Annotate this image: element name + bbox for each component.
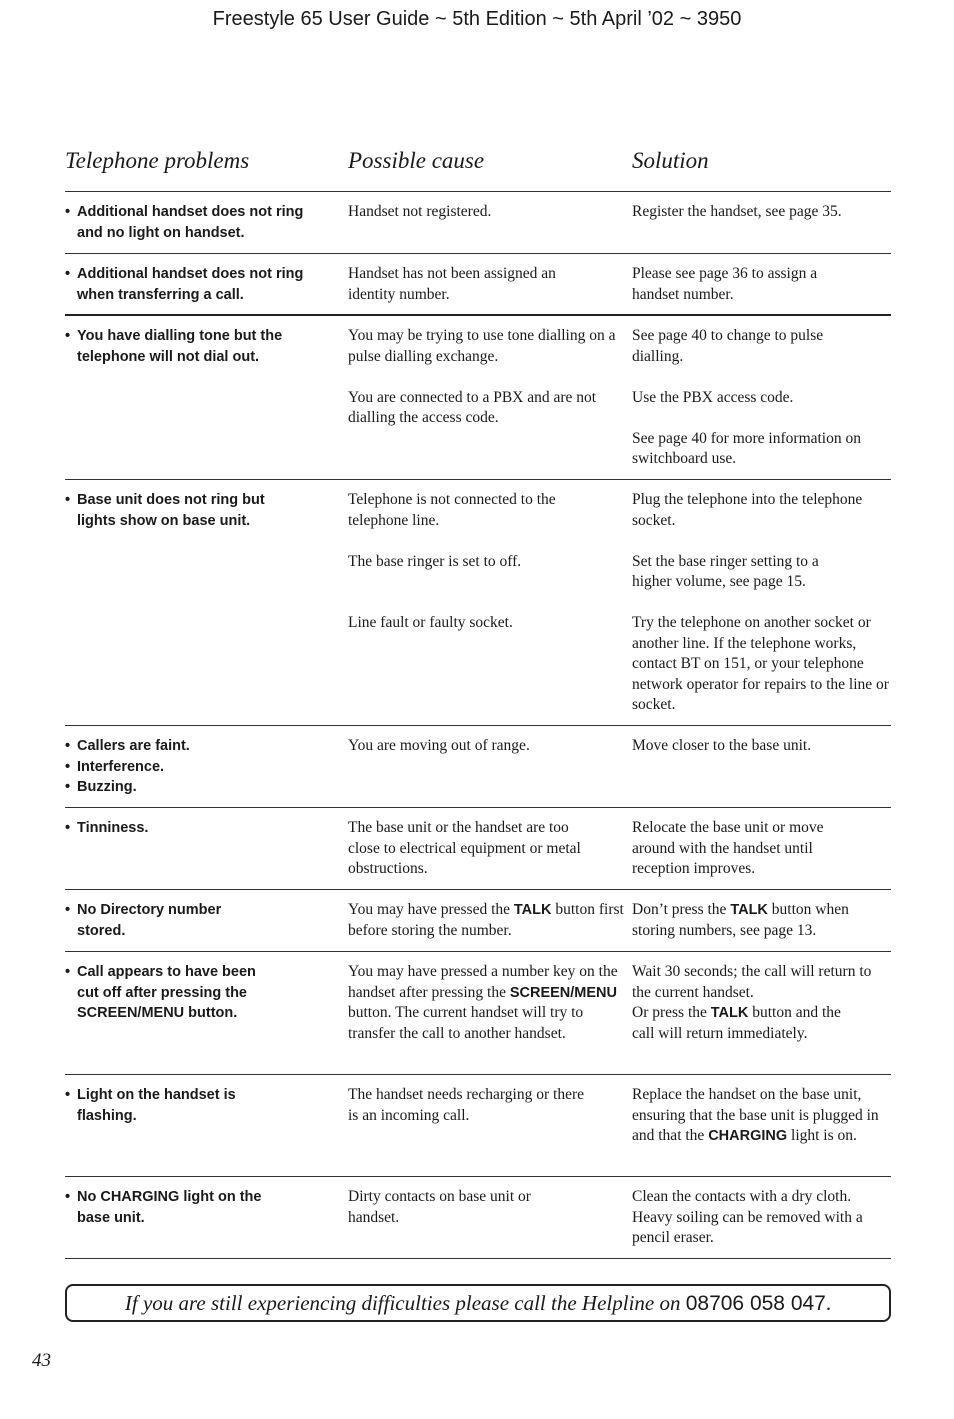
helpline-text: If you are still experiencing difficulties please call the Helpline on xyxy=(124,1291,681,1315)
table-header-row xyxy=(65,144,891,192)
solution-text-part: button when storing numbers, see page 13. xyxy=(632,901,849,939)
table-row xyxy=(65,952,891,1075)
cause-text-part: You may have pressed the xyxy=(348,901,514,918)
problem-cell xyxy=(65,202,348,243)
problem-cell xyxy=(65,962,348,1064)
problem-item: • Call appears to have been cut off after pressing the SCREEN/MENU button. xyxy=(65,962,277,1024)
problem-item: • Tinniness. xyxy=(65,818,348,839)
column-header-cause: Possible cause xyxy=(348,148,485,173)
problem-item: • Additional handset does not ring and no light on handset. xyxy=(65,202,322,243)
solution-text: Relocate the base unit or move around with the handset until reception improves. xyxy=(632,819,824,877)
solution-text: Clean the contacts with a dry cloth. Heavy soiling can be removed with a pencil eraser. xyxy=(632,1188,863,1246)
problem-item: • Buzzing. xyxy=(65,777,348,798)
solution-text-part: light is on. xyxy=(787,1127,857,1144)
cause-text xyxy=(348,900,632,941)
helpline-box xyxy=(65,1284,891,1322)
cause-text: You may be trying to use tone dialling on a pulse dialling exchange. xyxy=(348,327,616,365)
solution-text xyxy=(632,900,891,941)
problem-item: • Callers are faint. xyxy=(65,736,348,757)
cause-cell xyxy=(348,900,632,941)
solution-text-part: Don’t press the xyxy=(632,901,731,918)
problem-item: • You have dialling tone but the telephone will not dial out. xyxy=(65,326,317,367)
table-row xyxy=(65,890,891,952)
cause-text xyxy=(348,962,632,1044)
talk-button-label: TALK xyxy=(513,902,552,918)
cause-cell xyxy=(348,490,632,715)
cause-text: You are moving out of range. xyxy=(348,737,530,754)
talk-button-label: TALK xyxy=(730,902,768,918)
solution-text: See page 40 for more information on switchboard use. xyxy=(632,429,861,467)
cause-cell xyxy=(348,962,632,1064)
table-row xyxy=(65,808,891,890)
table-row xyxy=(65,726,891,808)
solution-cell xyxy=(632,490,891,715)
problem-cell xyxy=(65,264,348,304)
problem-item: • Additional handset does not ring when transferring a call. xyxy=(65,264,322,305)
solution-text: Register the handset, see page 35. xyxy=(632,203,842,220)
solution-text: Use the PBX access code. xyxy=(632,388,794,406)
cause-text: Handset has not been assigned an identity number. xyxy=(348,265,556,303)
cause-text: You are connected to a PBX and are not dialling the access code. xyxy=(348,388,597,426)
solution-text: Wait 30 seconds; the call will return to the current handset. xyxy=(632,963,872,1001)
column-header-solution: Solution xyxy=(632,148,709,173)
problem-item: • Interference. xyxy=(65,757,348,778)
cause-cell xyxy=(348,736,632,797)
solution-cell xyxy=(632,326,891,469)
troubleshooting-table xyxy=(65,144,891,1259)
cause-cell xyxy=(348,202,632,243)
problem-item: • Base unit does not ring but lights show on base unit. xyxy=(65,490,287,531)
solution-cell xyxy=(632,900,891,941)
solution-text: Try the telephone on another socket or another line. If the telephone works, contact BT on 151, or your telephone network operator for repairs to the line or socket. xyxy=(632,614,889,713)
solution-cell xyxy=(632,962,891,1064)
solution-text: Please see page 36 to assign a handset number. xyxy=(632,265,818,303)
cause-text-part: button. The current handset will try to transfer the call to another handset. xyxy=(348,1004,584,1042)
screen-menu-button-label: SCREEN/MENU xyxy=(509,984,617,1001)
table-row xyxy=(65,254,891,316)
solution-text: Move closer to the base unit. xyxy=(632,737,812,754)
problem-item: • No Directory number stored. xyxy=(65,900,257,941)
column-header-problems: Telephone problems xyxy=(65,148,250,173)
cause-text: The base unit or the handset are too close to electrical equipment or metal obstructions. xyxy=(348,819,581,877)
document-header: Freestyle 65 User Guide ~ 5th Edition ~ 5th April ’02 ~ 3950 xyxy=(212,8,742,30)
solution-text xyxy=(632,1085,890,1147)
helpline-end: . xyxy=(825,1291,832,1315)
cause-text: Line fault or faulty socket. xyxy=(348,614,513,631)
table-row xyxy=(65,192,891,254)
solution-cell xyxy=(632,1187,891,1248)
cause-cell xyxy=(348,1085,632,1166)
solution-text: See page 40 to change to pulse dialling. xyxy=(632,327,824,365)
solution-cell xyxy=(632,264,891,304)
solution-text: Set the base ringer setting to a higher volume, see page 15. xyxy=(632,552,819,590)
problem-cell xyxy=(65,1085,348,1166)
problem-item: • No CHARGING light on the base unit. xyxy=(65,1187,287,1228)
solution-text xyxy=(632,1003,862,1044)
solution-text-part: button and the call will return immediately. xyxy=(632,1004,841,1042)
helpline-number: 08706 058 047 xyxy=(685,1292,826,1315)
talk-button-label: TALK xyxy=(710,1005,749,1021)
problem-cell xyxy=(65,900,348,941)
cause-cell xyxy=(348,264,632,304)
solution-cell xyxy=(632,202,891,243)
cause-text: Dirty contacts on base unit or handset. xyxy=(348,1188,531,1226)
table-row xyxy=(65,480,891,726)
cause-cell xyxy=(348,326,632,469)
problem-cell xyxy=(65,326,348,469)
solution-cell xyxy=(632,736,891,797)
page-number: 43 xyxy=(32,1350,51,1371)
cause-text: Telephone is not connected to the telephone line. xyxy=(348,491,556,529)
problem-cell xyxy=(65,736,348,797)
problem-cell xyxy=(65,818,348,879)
cause-text: Handset not registered. xyxy=(348,203,492,220)
solution-text-part: Or press the xyxy=(632,1004,711,1021)
solution-cell xyxy=(632,1085,891,1166)
solution-text: Plug the telephone into the telephone socket. xyxy=(632,491,863,529)
cause-text-part: You may have pressed a number key on the handset after pressing the xyxy=(348,963,618,1001)
table-row xyxy=(65,1177,891,1259)
problem-cell xyxy=(65,1187,348,1248)
table-row xyxy=(65,316,891,480)
cause-cell xyxy=(348,1187,632,1248)
problem-item: • Light on the handset is flashing. xyxy=(65,1085,252,1126)
cause-cell xyxy=(348,818,632,879)
cause-text: The handset needs recharging or there is an incoming call. xyxy=(348,1086,584,1124)
solution-cell xyxy=(632,818,891,879)
cause-text: The base ringer is set to off. xyxy=(348,552,522,570)
charging-light-label: CHARGING xyxy=(708,1128,788,1144)
cause-text-part: button first before storing the number. xyxy=(348,901,624,939)
problem-cell xyxy=(65,490,348,715)
solution-text-part: Replace the handset on the base unit, ensuring that the base unit is plugged in and that the xyxy=(632,1086,879,1144)
table-row xyxy=(65,1075,891,1177)
